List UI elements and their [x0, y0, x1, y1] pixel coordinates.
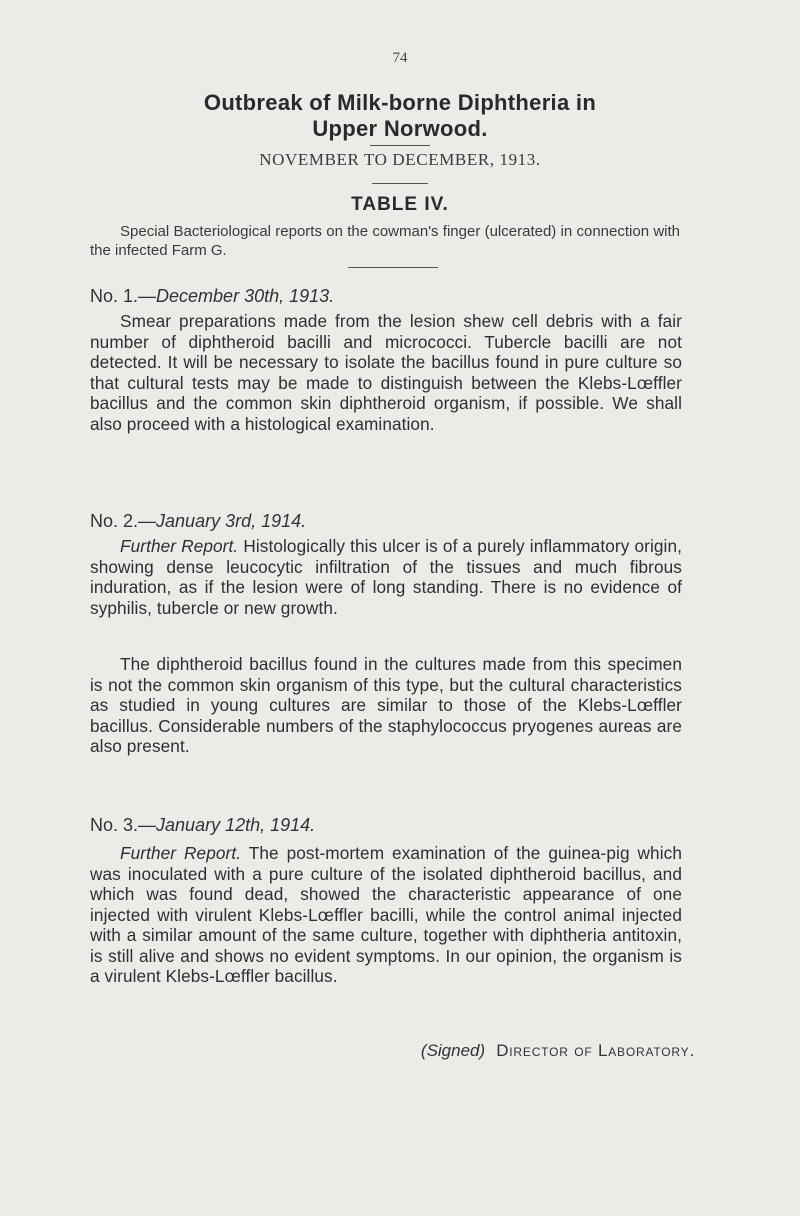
report-1-date: December 30th, 1913. — [156, 286, 335, 306]
title-line-1: Outbreak of Milk-borne Diphtheria in — [203, 90, 597, 115]
table-heading: TABLE IV. — [351, 194, 449, 215]
report-3-number: No. 3.— — [90, 815, 157, 835]
report-2-date: January 3rd, 1914. — [156, 511, 307, 531]
title-line-2: Upper Norwood. — [312, 116, 488, 141]
signature — [0, 1041, 695, 1061]
report-3-date: January 12th, 1914. — [156, 815, 316, 835]
signature-prefix: (Signed) — [420, 1041, 486, 1060]
report-3-heading — [90, 815, 315, 836]
report-2-number: No. 2.— — [90, 511, 157, 531]
report-1-paragraph: Smear preparations made from the lesion shew cell debris with a fair number of diphtheroid bacilli and micrococci. Tubercle bacilli are not detected. It will be necessary to isolate the bacillus found in pure culture so that cultural tests may be made to distinguish between the Klebs-Lœffler bacillus and the common skin diphtheroid organism, if possible. We shall also proceed with a histological examination. — [90, 311, 682, 434]
report-2-paragraph-1 — [90, 536, 682, 618]
report-3-paragraph-text: The post-mortem examination of the guinea-pig which was inoculated with a pure culture of the isolated diphtheroid bacillus, and which was found dead, showed the characteristic appearance of one injected with virulent Klebs-Lœffler bacilli, while the control animal injected with a similar amount of the same culture, together with diphtheria antitoxin, is still alive and shows no evident symptoms. In our opinion, the organism is a virulent Klebs-Lœffler bacillus. — [90, 843, 682, 986]
report-1-number: No. 1.— — [90, 286, 157, 306]
signature-name: Director of Laboratory. — [496, 1041, 695, 1060]
report-1-heading — [90, 286, 334, 307]
report-2-paragraph-1-text: Histologically this ulcer is of a purely inflammatory origin, showing dense leucocytic infiltration of the tissues and much fibrous induration, as if the lesion were of long standing. There is no evidence of syphilis, tubercle or new growth. — [90, 536, 682, 618]
intro-divider — [348, 267, 438, 268]
report-3-lead: Further Report. — [120, 843, 242, 863]
report-2-paragraph-2: The diphtheroid bacillus found in the cultures made from this specimen is not the common skin organism of this type, but the cultural characteristics as studied in young cultures are similar to those of the Klebs-Lœffler bacillus. Considerable numbers of the staphylococcus pryogenes aureas are also present. — [90, 654, 682, 756]
report-2-lead: Further Report. — [120, 536, 239, 556]
page-number: 74 — [392, 50, 408, 66]
subtitle: NOVEMBER TO DECEMBER, 1913. — [259, 150, 541, 169]
intro-text: Special Bacteriological reports on the cowman's finger (ulcerated) in connection with the infected Farm G. — [90, 223, 680, 259]
report-2-heading — [90, 511, 306, 532]
title-divider — [370, 145, 430, 146]
subtitle-divider — [372, 183, 428, 184]
report-3-paragraph — [90, 843, 682, 987]
